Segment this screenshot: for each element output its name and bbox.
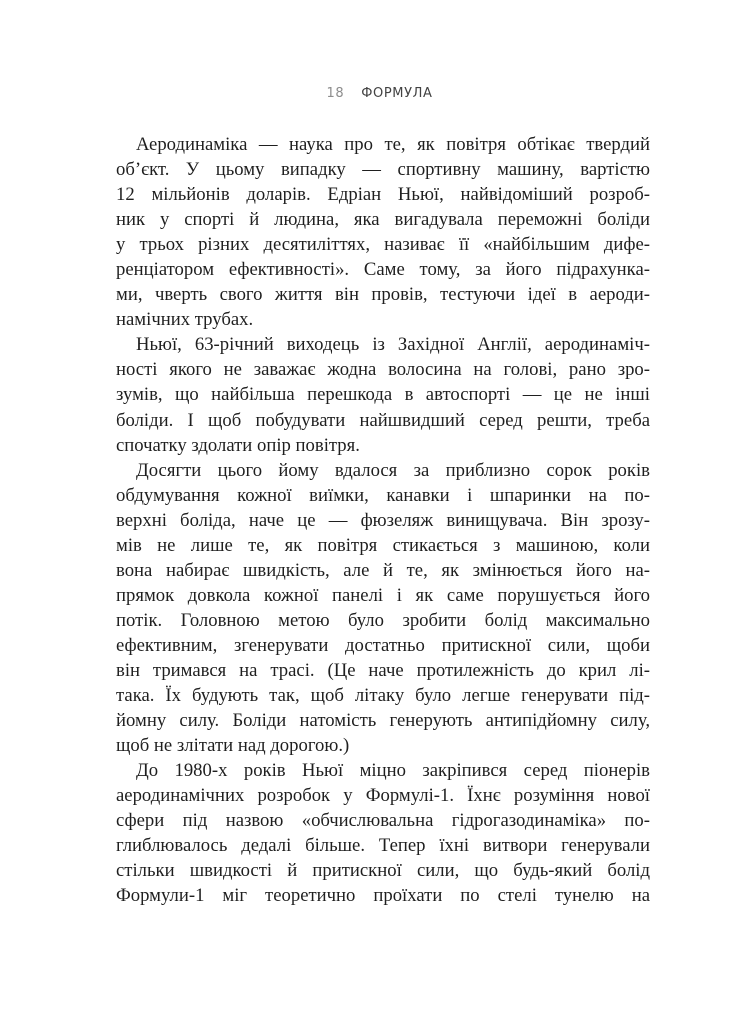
text-line: він тримався на трасі. (Це наче протилежність до крил лі- <box>116 659 650 681</box>
text-line: ефективним, згенерувати достатньо притискної сили, щоби <box>116 634 650 656</box>
text-line: мів не лише те, як повітря стикається з машиною, коли <box>116 534 650 556</box>
text-line: Формули-1 міг теоретично проїхати по стелі тунелю на <box>116 885 650 907</box>
text-line: вона набирає швидкість, але й те, як змінюється його на- <box>116 559 650 581</box>
body-text <box>116 132 650 908</box>
text-line: ренціатором ефективності». Саме тому, за його підрахунка- <box>116 259 650 281</box>
page-header <box>13 86 733 101</box>
text-line: зумів, що найбільша перешкода в автоспорті — це не інші <box>116 384 650 406</box>
page-number: 18 <box>326 86 345 101</box>
text-line: Досягти цього йому вдалося за приблизно сорок років <box>136 459 650 481</box>
text-line: йомну силу. Боліди натомість генерують антипідйомну силу, <box>116 710 650 732</box>
text-line: боліди. І щоб побудувати найшвидший серед решти, треба <box>116 409 650 431</box>
text-line: потік. Головною метою було зробити болід максимально <box>116 609 650 631</box>
text-line: ності якого не заважає жодна волосина на голові, рано зро- <box>116 359 650 381</box>
text-line: спочатку здолати опір повітря. <box>116 434 360 456</box>
text-line: об’єкт. У цьому випадку — спортивну машину, вартістю <box>116 159 650 181</box>
text-line: аеродинамічних розробок у Формулі-1. Їхнє розуміння нової <box>116 785 650 807</box>
text-line: ник у спорті й людина, яка вигадувала переможні боліди <box>116 209 650 231</box>
text-line: ми, чверть свого життя він провів, тестуючи ідеї в аероди- <box>116 284 650 306</box>
text-line: прямок довкола кожної панелі і як саме порушується його <box>116 584 650 606</box>
text-line: намічних трубах. <box>116 309 254 331</box>
text-line: 12 мільйонів доларів. Едріан Ньюї, найвідоміший розроб- <box>116 184 650 206</box>
text-line: обдумування кожної виїмки, канавки і шпаринки на по- <box>116 484 650 506</box>
text-line: сфери під назвою «обчислювальна гідрогазодинаміка» по- <box>116 810 650 832</box>
text-line: у трьох різних десятиліттях, називає її «найбільшим дифе- <box>116 234 650 256</box>
text-line: верхні боліда, наче це — фюзеляж винищувача. Він зрозу- <box>116 509 650 531</box>
running-title: ФОРМУЛА <box>361 86 433 101</box>
text-line: глиблювалось дедалі більше. Тепер їхні витвори генерували <box>116 835 650 857</box>
text-line: Аеродинаміка — наука про те, як повітря обтікає твердий <box>136 134 650 155</box>
text-line: щоб не злітати над дорогою.) <box>116 735 350 757</box>
text-line: Ньюї, 63-річний виходець із Західної Англії, аеродинаміч- <box>136 334 650 356</box>
text-line: стільки швидкості й притискної сили, що будь-який болід <box>116 860 650 882</box>
text-line: До 1980-х років Ньюї міцно закріпився серед піонерів <box>136 760 650 782</box>
text-line: така. Їх будують так, щоб літаку було легше генерувати під- <box>116 685 650 707</box>
